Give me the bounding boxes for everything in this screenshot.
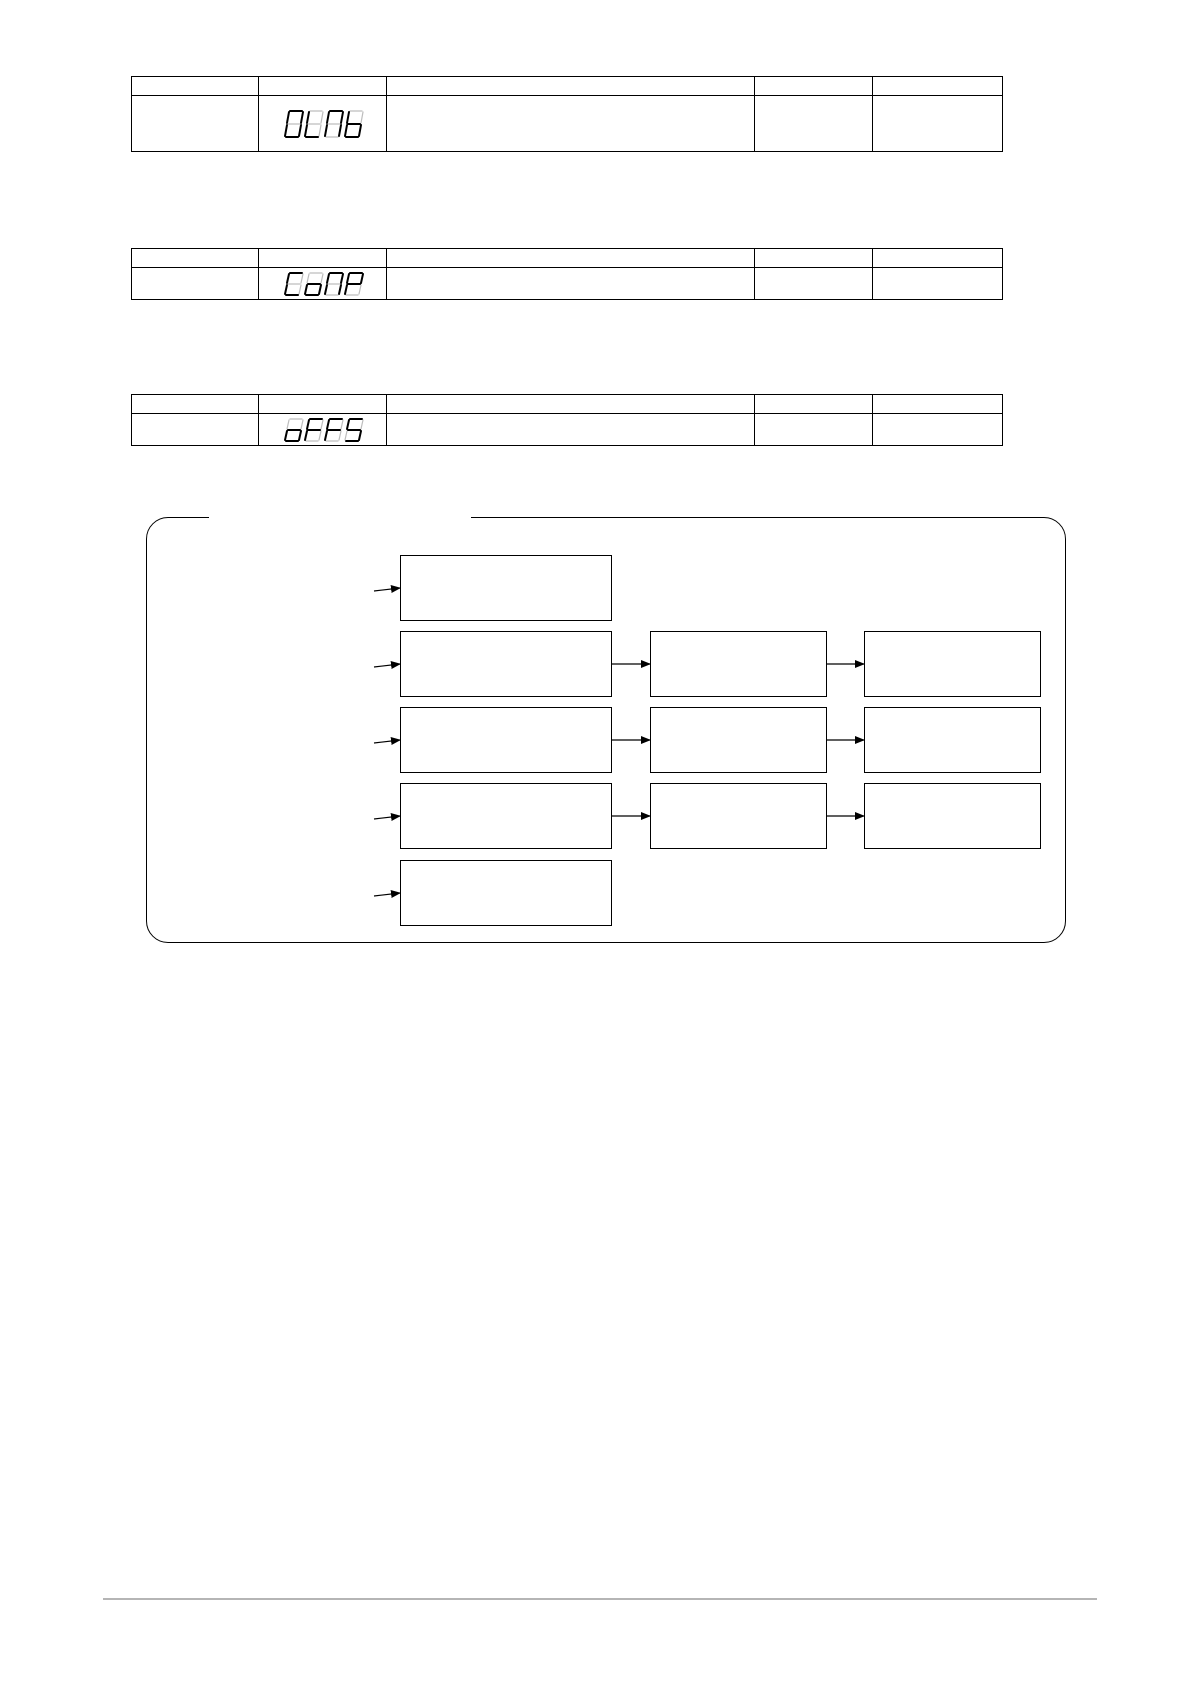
footer-rule — [103, 1598, 1097, 1600]
arrow-into-row4 — [374, 816, 400, 819]
arrow-into-row2 — [374, 664, 400, 667]
arrow-into-row5 — [374, 893, 400, 896]
arrow-into-row3 — [374, 740, 400, 743]
arrow-into-row1 — [374, 588, 400, 591]
